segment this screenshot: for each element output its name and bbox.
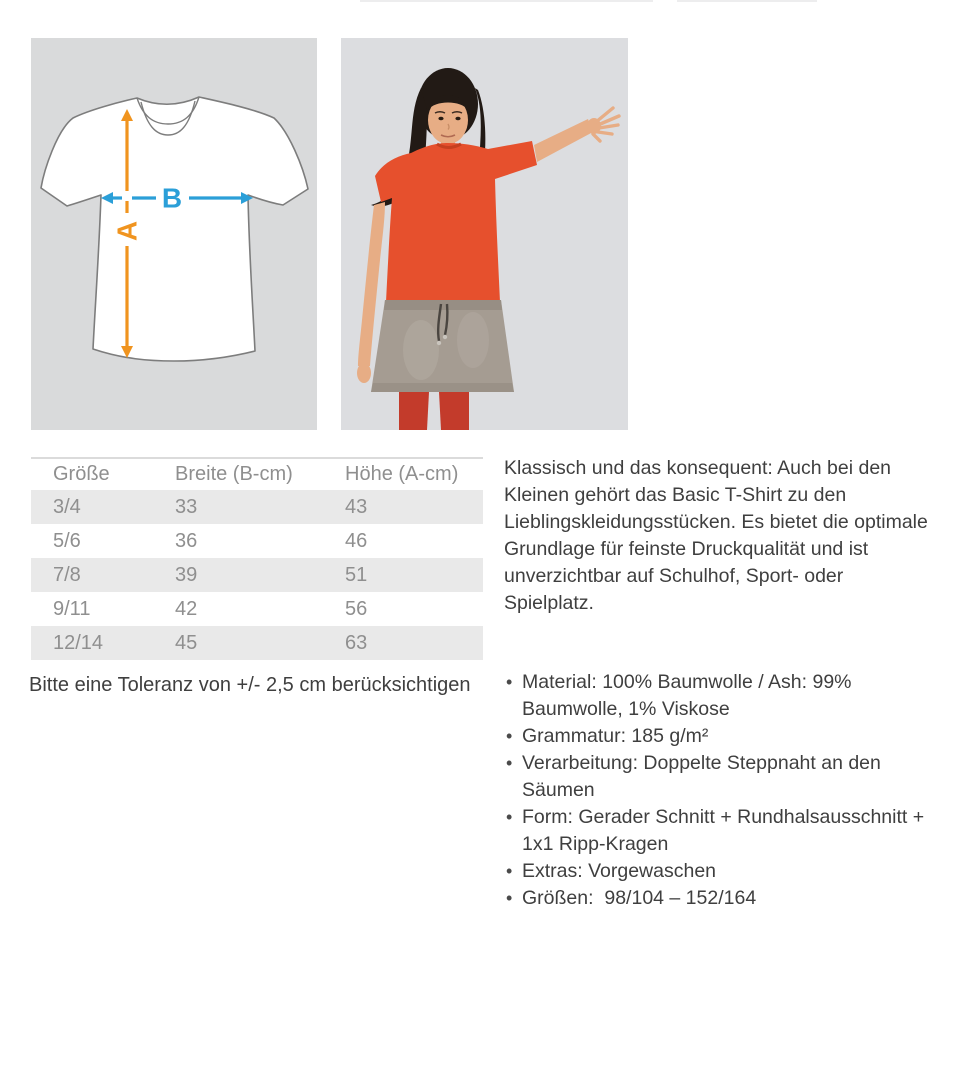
col-header-breite: Breite (B-cm) xyxy=(175,463,293,485)
size-table-header-row xyxy=(31,458,483,490)
cell-width: 36 xyxy=(175,529,198,552)
table-row xyxy=(31,558,483,592)
tolerance-note: Bitte eine Toleranz von +/- 2,5 cm berücksichtigen xyxy=(29,674,471,696)
cell-height: 56 xyxy=(345,597,368,620)
measure-label-b: B xyxy=(161,182,183,214)
description-paragraph: Klassisch und das konsequent: Auch bei den Kleinen gehört das Basic T-Shirt zu den Lieblingskleidungsstücken. Es bietet die optimale Grundlage für feinste Druckqualität und ist unverzichtbar auf Schulhof, Sport- oder Spielplatz. xyxy=(504,457,928,614)
cell-width: 42 xyxy=(175,597,198,620)
col-header-groesse: Größe xyxy=(53,463,110,485)
model-photo-graphic xyxy=(341,38,628,430)
table-row xyxy=(31,490,483,524)
size-diagram-image[interactable] xyxy=(31,38,317,430)
product-details-list xyxy=(504,669,934,912)
cell-height: 51 xyxy=(345,563,368,586)
list-item-material: • Material: 100% Baumwolle / Ash: 99% Baumwolle, 1% Viskose xyxy=(504,669,934,723)
cell-height: 43 xyxy=(345,495,368,518)
measure-label-a: A xyxy=(111,220,143,242)
list-item-extras: • Extras: Vorgewaschen xyxy=(504,858,934,885)
table-row xyxy=(31,524,483,558)
product-description xyxy=(504,455,934,912)
t-shirt-outline xyxy=(41,97,308,361)
denim-skirt xyxy=(371,300,514,392)
model-photo-image[interactable] xyxy=(341,38,628,430)
table-row xyxy=(31,592,483,626)
cell-width: 45 xyxy=(175,631,198,654)
cell-width: 33 xyxy=(175,495,198,518)
cell-height: 46 xyxy=(345,529,368,552)
list-item-groessen: • Größen: 98/104 – 152/164 xyxy=(504,885,934,912)
cell-width: 39 xyxy=(175,563,198,586)
list-item-grammatur: • Grammatur: 185 g/m² xyxy=(504,723,934,750)
cell-size: 12/14 xyxy=(53,631,104,654)
size-table xyxy=(31,457,483,660)
table-row xyxy=(31,626,483,660)
col-header-hoehe: Höhe (A-cm) xyxy=(345,463,459,485)
cell-size: 9/11 xyxy=(53,597,91,620)
card-top-edge xyxy=(360,0,653,2)
card-top-edge xyxy=(677,0,817,2)
list-item-form: • Form: Gerader Schnitt + Rundhalsausschnitt + 1x1 Ripp-Kragen xyxy=(504,804,934,858)
cell-size: 7/8 xyxy=(53,563,81,586)
t-shirt-diagram-graphic xyxy=(31,38,317,430)
cell-size: 3/4 xyxy=(53,495,81,518)
cell-height: 63 xyxy=(345,631,368,654)
cell-size: 5/6 xyxy=(53,529,81,552)
list-item-verarbeitung: • Verarbeitung: Doppelte Steppnaht an den Säumen xyxy=(504,750,934,804)
